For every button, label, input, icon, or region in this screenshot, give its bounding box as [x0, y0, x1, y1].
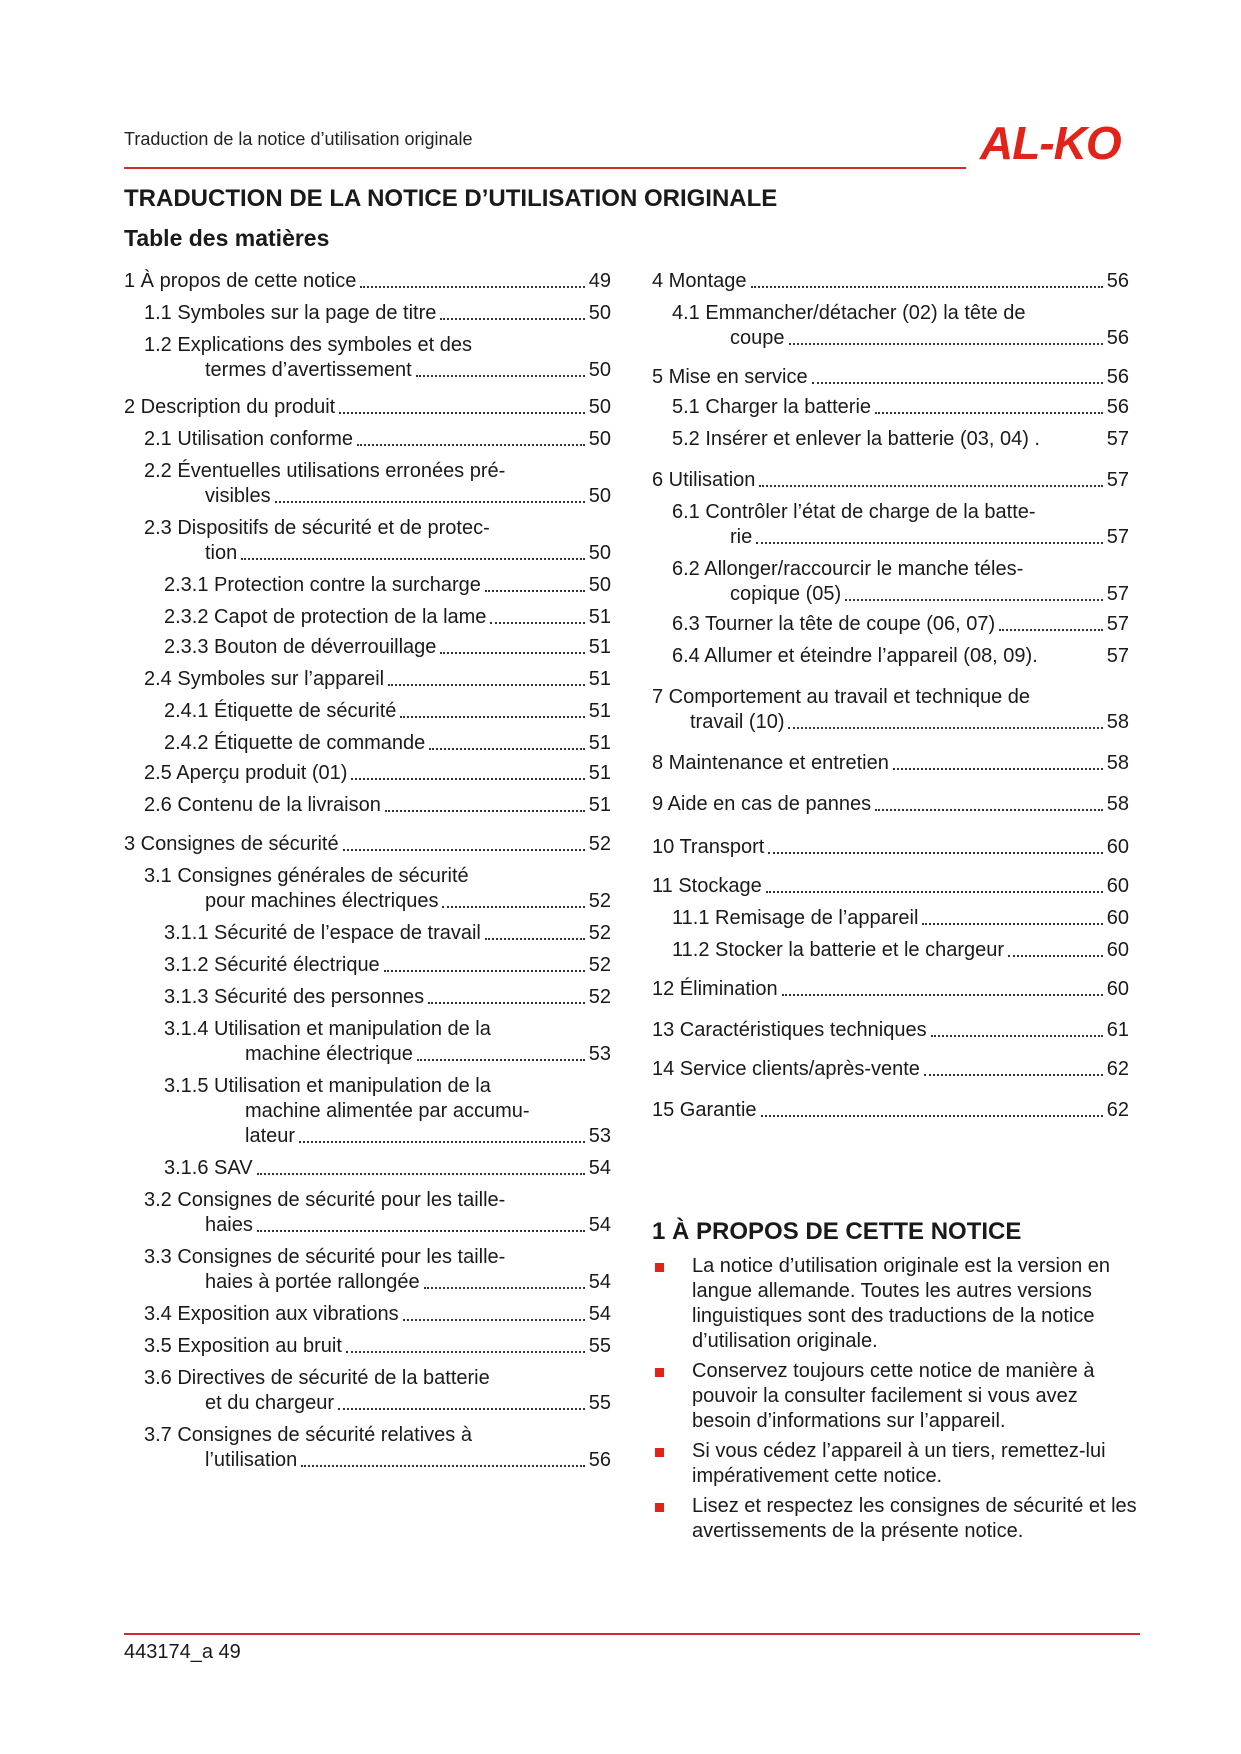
toc-entry[interactable]: 3.1.6 SAV 54	[164, 1157, 611, 1179]
bullet-square-icon	[655, 1503, 664, 1512]
toc-entry[interactable]: 3.1.2 Sécurité électrique 52	[164, 954, 611, 976]
toc-entry[interactable]: 2 Description du produit 50	[124, 396, 611, 418]
toc-entry[interactable]: 1.1 Symboles sur la page de titre 50	[144, 302, 611, 324]
document-number: 443174_a	[124, 1641, 213, 1663]
toc-entry[interactable]: 1 À propos de cette notice 49	[124, 270, 611, 292]
toc-entry[interactable]: 5.1 Charger la batterie 56	[672, 396, 1129, 418]
toc-entry[interactable]: 11.1 Remisage de l’appareil 60	[672, 907, 1129, 929]
toc-entry[interactable]: 2.3 Dispositifs de sécurité et de protec- tion 50	[144, 517, 611, 564]
running-header: Traduction de la notice d’utilisation originale	[124, 129, 473, 149]
toc-entry[interactable]: 2.3.3 Bouton de déverrouillage 51	[164, 636, 611, 658]
page-number: 49	[218, 1641, 241, 1663]
toc-entry[interactable]: 11 Stockage 60	[652, 875, 1129, 897]
toc-entry[interactable]: 6.2 Allonger/raccourcir le manche téles- copique (05) 57	[672, 558, 1129, 605]
section-about-notice	[652, 1218, 1142, 1549]
toc-entry[interactable]: 11.2 Stocker la batterie et le chargeur 60	[672, 939, 1129, 961]
bullet-item: Conservez toujours cette notice de manière à pouvoir la consulter facilement si vous avez besoin d’informations sur l’appareil.	[652, 1359, 1142, 1434]
toc-entry[interactable]: 3.4 Exposition aux vibrations 54	[144, 1303, 611, 1325]
toc-right-column	[652, 269, 1129, 1123]
toc-entry[interactable]: 10 Transport 60	[652, 836, 1129, 858]
toc-entry[interactable]: 5.2 Insérer et enlever la batterie (03, 04) . 57	[672, 428, 1129, 450]
toc-entry[interactable]: 4.1 Emmancher/détacher (02) la tête de coupe 56	[672, 302, 1129, 349]
toc-left-column	[124, 269, 611, 1473]
toc-entry[interactable]: 5 Mise en service 56	[652, 366, 1129, 388]
toc-entry[interactable]: 3.5 Exposition au bruit 55	[144, 1335, 611, 1357]
toc-entry[interactable]: 3.7 Consignes de sécurité relatives à l’utilisation 56	[144, 1424, 611, 1471]
toc-entry[interactable]: 3 Consignes de sécurité 52	[124, 833, 611, 855]
toc-entry[interactable]: 2.5 Aperçu produit (01) 51	[144, 762, 611, 784]
bullet-square-icon	[655, 1368, 664, 1377]
toc-page-number: 49	[588, 270, 611, 292]
toc-entry[interactable]: 15 Garantie 62	[652, 1099, 1129, 1121]
toc-entry[interactable]: 2.4.1 Étiquette de sécurité 51	[164, 700, 611, 722]
toc-entry[interactable]: 4 Montage 56	[652, 270, 1129, 292]
toc-heading: Table des matières	[124, 225, 330, 251]
toc-entry[interactable]: 6 Utilisation 57	[652, 469, 1129, 491]
toc-entry[interactable]: 8 Maintenance et entretien 58	[652, 752, 1129, 774]
toc-entry[interactable]: 6.4 Allumer et éteindre l’appareil (08, 09). 57	[672, 645, 1129, 667]
toc-entry[interactable]: 3.1.1 Sécurité de l’espace de travail 52	[164, 922, 611, 944]
toc-entry[interactable]: 3.3 Consignes de sécurité pour les taille- haies à portée rallongée 54	[144, 1246, 611, 1293]
bullet-item: Lisez et respectez les consignes de sécurité et les avertissements de la présente notice.	[652, 1494, 1142, 1544]
toc-entry[interactable]: 6.3 Tourner la tête de coupe (06, 07) 57	[672, 613, 1129, 635]
toc-entry[interactable]: 3.2 Consignes de sécurité pour les taille- haies 54	[144, 1189, 611, 1236]
bullet-item: La notice d’utilisation originale est la version en langue allemande. Toutes les autres versions linguistiques sont des traductions de la notice d’utilisation originale.	[652, 1254, 1142, 1354]
toc-entry[interactable]: 3.1.3 Sécurité des personnes 52	[164, 986, 611, 1008]
toc-entry[interactable]: 2.3.2 Capot de protection de la lame 51	[164, 606, 611, 628]
toc-entry[interactable]: 9 Aide en cas de pannes 58	[652, 793, 1129, 815]
toc-entry[interactable]: 3.6 Directives de sécurité de la batterie et du chargeur 55	[144, 1367, 611, 1414]
toc-entry[interactable]: 12 Élimination 60	[652, 978, 1129, 1000]
bullet-item: Si vous cédez l’appareil à un tiers, remettez-lui impérativement cette notice.	[652, 1439, 1142, 1489]
toc-entry[interactable]: 2.1 Utilisation conforme 50	[144, 428, 611, 450]
toc-entry[interactable]: 3.1.5 Utilisation et manipulation de la machine alimentée par accumu- lateur 53	[164, 1075, 611, 1147]
toc-entry[interactable]: 6.1 Contrôler l’état de charge de la batte- rie 57	[672, 501, 1129, 548]
footer-divider	[124, 1633, 1140, 1635]
bullet-square-icon	[655, 1448, 664, 1457]
section-heading: 1 À PROPOS DE CETTE NOTICE	[652, 1218, 1022, 1245]
toc-entry[interactable]: 2.4.2 Étiquette de commande 51	[164, 732, 611, 754]
toc-entry[interactable]: 13 Caractéristiques techniques 61	[652, 1019, 1129, 1041]
toc-entry[interactable]: 3.1.4 Utilisation et manipulation de la machine électrique 53	[164, 1018, 611, 1065]
toc-entry[interactable]: 2.2 Éventuelles utilisations erronées pré- visibles 50	[144, 460, 611, 507]
header-divider	[124, 167, 966, 169]
toc-entry[interactable]: 2.6 Contenu de la livraison 51	[144, 794, 611, 816]
toc-entry[interactable]: 3.1 Consignes générales de sécurité pour machines électriques 52	[144, 865, 611, 912]
toc-entry[interactable]: 14 Service clients/après-vente 62	[652, 1058, 1129, 1080]
toc-entry[interactable]: 2.3.1 Protection contre la surcharge 50	[164, 574, 611, 596]
toc-entry[interactable]: 2.4 Symboles sur l’appareil 51	[144, 668, 611, 690]
toc-entry[interactable]: 7 Comportement au travail et technique de travail (10) 58	[652, 686, 1129, 733]
page-footer	[124, 1641, 241, 1664]
toc-entry[interactable]: 1.2 Explications des symboles et des termes d’avertissement 50	[144, 334, 611, 381]
document-title: TRADUCTION DE LA NOTICE D’UTILISATION ORIGINALE	[124, 185, 778, 212]
alko-logo: AL-KO	[980, 117, 1121, 169]
bullet-square-icon	[655, 1263, 664, 1272]
